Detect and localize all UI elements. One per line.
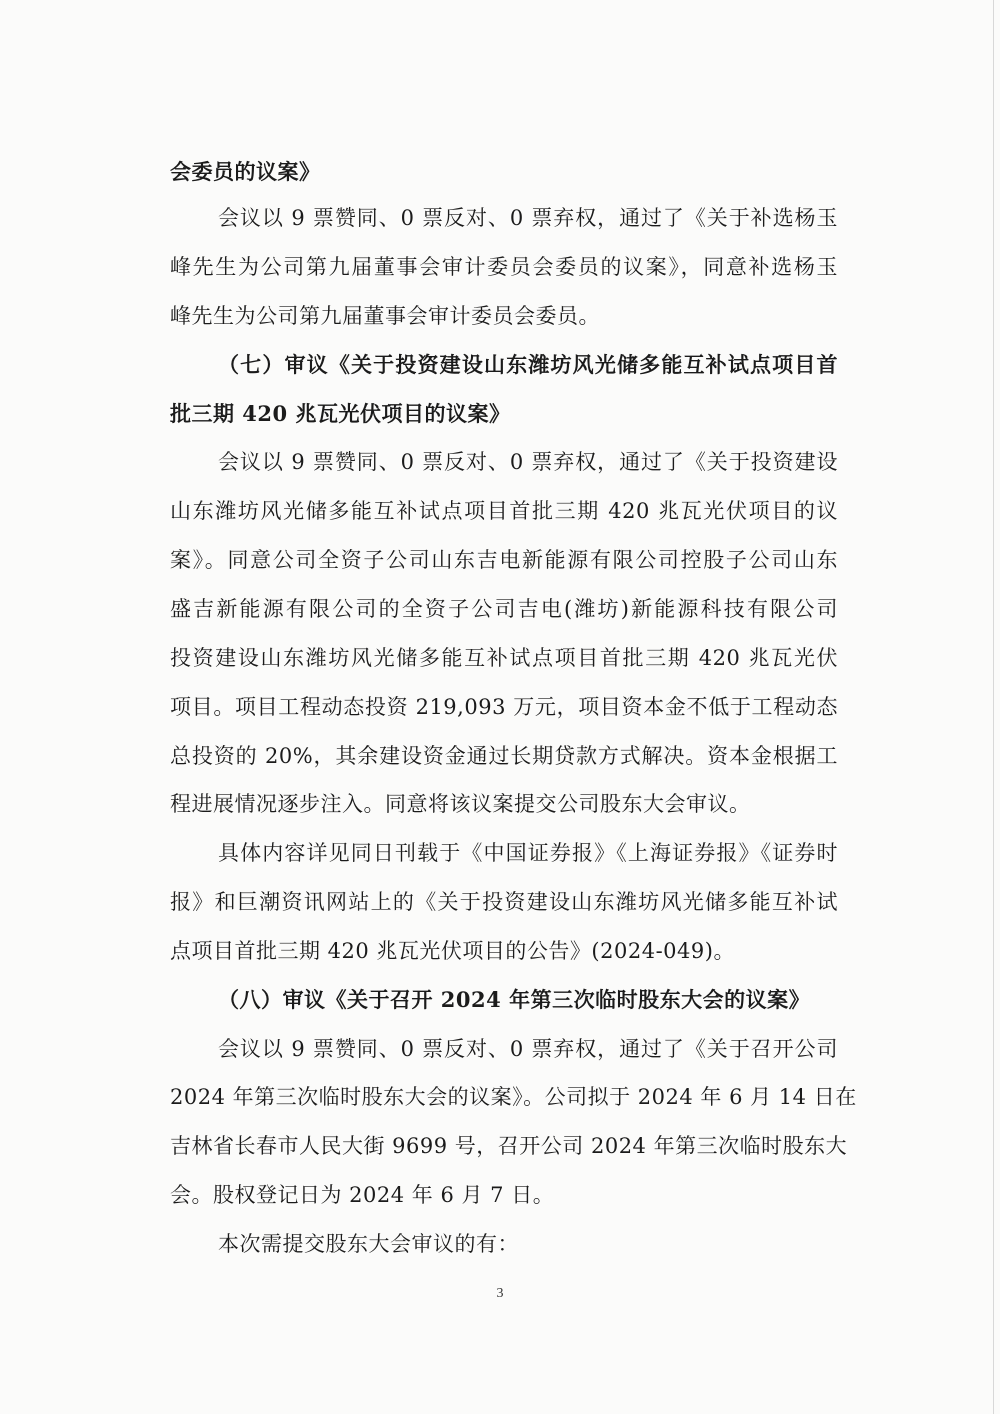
text-line: 程进展情况逐步注入。同意将该议案提交公司股东大会审议。 (170, 792, 751, 816)
text-line: 盛吉新能源有限公司的全资子公司吉电(潍坊)新能源科技有限公司 (170, 597, 838, 621)
text-line: 报》和巨潮资讯网站上的《关于投资建设山东潍坊风光储多能互补试 (170, 890, 838, 914)
text-line: 会。股权登记日为 2024 年 6 月 7 日。 (170, 1183, 555, 1207)
section-heading-8: （八）审议《关于召开 2024 年第三次临时股东大会的议案》 (218, 987, 811, 1012)
text-line: 2024 年第三次临时股东大会的议案》。公司拟于 2024 年 6 月 14 日在 (170, 1085, 857, 1109)
section-heading-7-cont: 批三期 420 兆瓦光伏项目的议案》 (170, 401, 511, 426)
text-line: 本次需提交股东大会审议的有： (218, 1232, 519, 1256)
page-number: 3 (496, 1286, 504, 1301)
text-line: 案》。同意公司全资子公司山东吉电新能源有限公司控股子公司山东 (170, 548, 838, 572)
text-line: 峰先生为公司第九届董事会审计委员会委员的议案》，同意补选杨玉 (170, 255, 838, 279)
text-line-continuation-title: 会委员的议案》 (170, 159, 321, 184)
text-line: 总投资的 20%，其余建设资金通过长期贷款方式解决。资本金根据工 (170, 744, 838, 768)
section-heading-7: （七）审议《关于投资建设山东潍坊风光储多能互补试点项目首 (218, 352, 838, 377)
text-line: 会议以 9 票赞同、0 票反对、0 票弃权，通过了《关于投资建设 (218, 450, 838, 474)
scan-edge-line (993, 0, 994, 1414)
text-line: 会议以 9 票赞同、0 票反对、0 票弃权，通过了《关于召开公司 (218, 1037, 838, 1061)
text-line: 投资建设山东潍坊风光储多能互补试点项目首批三期 420 兆瓦光伏 (170, 646, 838, 670)
text-line: 项目。项目工程动态投资 219,093 万元，项目资本金不低于工程动态 (170, 695, 838, 719)
text-line: 会议以 9 票赞同、0 票反对、0 票弃权，通过了《关于补选杨玉 (218, 206, 838, 230)
text-line: 吉林省长春市人民大街 9699 号，召开公司 2024 年第三次临时股东大 (170, 1134, 848, 1158)
text-line: 具体内容详见同日刊载于《中国证券报》《上海证券报》《证券时 (218, 841, 838, 865)
text-line: 点项目首批三期 420 兆瓦光伏项目的公告》(2024-049)。 (170, 939, 735, 963)
text-line: 峰先生为公司第九届董事会审计委员会委员。 (170, 304, 600, 328)
text-line: 山东潍坊风光储多能互补试点项目首批三期 420 兆瓦光伏项目的议 (170, 499, 838, 523)
